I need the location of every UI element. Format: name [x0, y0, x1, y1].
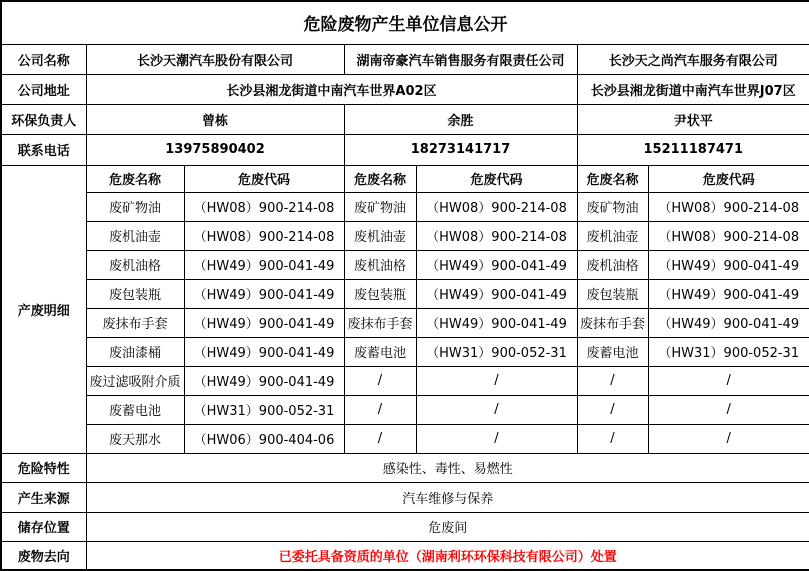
waste-name-header-2: 危废名称	[344, 165, 416, 192]
waste-code-cell: （HW31）900-052-31	[184, 395, 344, 424]
waste-name-cell: 废包装瓶	[86, 279, 184, 308]
waste-name-cell: /	[344, 424, 416, 453]
waste-code-cell: （HW49）900-041-49	[416, 308, 577, 337]
waste-code-cell: /	[648, 424, 809, 453]
waste-code-cell: （HW49）900-041-49	[184, 250, 344, 279]
title-row	[1, 1, 809, 44]
company-name-row	[1, 44, 809, 74]
label-source: 产生来源	[1, 482, 86, 512]
waste-code-cell: （HW08）900-214-08	[648, 221, 809, 250]
waste-row-1	[1, 192, 809, 221]
waste-code-cell: （HW49）900-041-49	[184, 366, 344, 395]
label-hazard-property: 危险特性	[1, 453, 86, 482]
waste-code-cell: （HW49）900-041-49	[184, 279, 344, 308]
company-2-officer: 余胜	[344, 104, 577, 134]
waste-name-cell: 废包装瓶	[344, 279, 416, 308]
company-3-officer: 尹状平	[577, 104, 809, 134]
label-company-address: 公司地址	[1, 74, 86, 104]
company-1-officer: 曾栋	[86, 104, 344, 134]
waste-header-row	[1, 165, 809, 192]
waste-code-cell: （HW08）900-214-08	[184, 221, 344, 250]
destination-row	[1, 541, 809, 570]
waste-code-cell: （HW49）900-041-49	[184, 337, 344, 366]
waste-code-cell: /	[416, 424, 577, 453]
waste-code-cell: /	[648, 395, 809, 424]
destination-value: 已委托具备资质的单位（湖南利环环保科技有限公司）处置	[86, 541, 809, 570]
waste-name-cell: 废抹布手套	[86, 308, 184, 337]
waste-name-header-1: 危废名称	[86, 165, 184, 192]
waste-name-cell: 废机油壶	[344, 221, 416, 250]
waste-code-cell: （HW49）900-041-49	[184, 308, 344, 337]
waste-row-2	[1, 221, 809, 250]
waste-name-cell: 废矿物油	[344, 192, 416, 221]
waste-code-cell: （HW31）900-052-31	[416, 337, 577, 366]
company-3-phone: 15211187471	[577, 134, 809, 165]
waste-code-cell: （HW08）900-214-08	[416, 221, 577, 250]
waste-code-cell: （HW49）900-041-49	[648, 279, 809, 308]
waste-name-cell: 废抹布手套	[577, 308, 648, 337]
waste-row-4	[1, 279, 809, 308]
waste-code-cell: （HW49）900-041-49	[416, 279, 577, 308]
waste-code-cell: /	[416, 395, 577, 424]
waste-name-cell: /	[577, 395, 648, 424]
phone-row	[1, 134, 809, 165]
company-1-name: 长沙天潮汽车股份有限公司	[86, 44, 344, 74]
hazard-property-value: 感染性、毒性、易燃性	[86, 453, 809, 482]
company-2-phone: 18273141717	[344, 134, 577, 165]
hazard-property-row	[1, 453, 809, 482]
company-3-address: 长沙县湘龙街道中南汽车世界J07区	[577, 74, 809, 104]
waste-name-cell: /	[577, 424, 648, 453]
waste-row-3	[1, 250, 809, 279]
label-company-name: 公司名称	[1, 44, 86, 74]
source-row	[1, 482, 809, 512]
waste-row-5	[1, 308, 809, 337]
waste-name-cell: 废天那水	[86, 424, 184, 453]
waste-name-cell: 废矿物油	[86, 192, 184, 221]
waste-code-header-1: 危废代码	[184, 165, 344, 192]
page-title: 危险废物产生单位信息公开	[1, 1, 809, 44]
waste-name-cell: 废蓄电池	[577, 337, 648, 366]
label-storage: 储存位置	[1, 512, 86, 541]
waste-code-cell: （HW31）900-052-31	[648, 337, 809, 366]
waste-name-cell: 废蓄电池	[344, 337, 416, 366]
waste-name-cell: /	[577, 366, 648, 395]
company-1-phone: 13975890402	[86, 134, 344, 165]
label-phone: 联系电话	[1, 134, 86, 165]
waste-code-cell: /	[416, 366, 577, 395]
storage-row	[1, 512, 809, 541]
waste-name-cell: 废机油格	[344, 250, 416, 279]
waste-row-8	[1, 395, 809, 424]
waste-name-cell: 废矿物油	[577, 192, 648, 221]
waste-row-7	[1, 366, 809, 395]
env-officer-row	[1, 104, 809, 134]
waste-code-cell: /	[648, 366, 809, 395]
waste-name-cell: 废油漆桶	[86, 337, 184, 366]
waste-name-header-3: 危废名称	[577, 165, 648, 192]
waste-name-cell: 废机油壶	[86, 221, 184, 250]
label-destination: 废物去向	[1, 541, 86, 570]
company-2-name: 湖南帝豪汽车销售服务有限责任公司	[344, 44, 577, 74]
waste-name-cell: /	[344, 366, 416, 395]
waste-row-6	[1, 337, 809, 366]
waste-code-cell: （HW08）900-214-08	[416, 192, 577, 221]
waste-code-header-3: 危废代码	[648, 165, 809, 192]
waste-name-cell: 废过滤吸附介质	[86, 366, 184, 395]
waste-code-cell: （HW49）900-041-49	[648, 308, 809, 337]
waste-code-cell: （HW49）900-041-49	[648, 250, 809, 279]
company-address-row	[1, 74, 809, 104]
waste-name-cell: 废蓄电池	[86, 395, 184, 424]
waste-name-cell: 废抹布手套	[344, 308, 416, 337]
label-env-officer: 环保负责人	[1, 104, 86, 134]
storage-value: 危废间	[86, 512, 809, 541]
waste-row-9	[1, 424, 809, 453]
company-3-name: 长沙天之尚汽车服务有限公司	[577, 44, 809, 74]
source-value: 汽车维修与保养	[86, 482, 809, 512]
waste-name-cell: 废机油壶	[577, 221, 648, 250]
waste-code-cell: （HW08）900-214-08	[648, 192, 809, 221]
waste-name-cell: 废机油格	[577, 250, 648, 279]
waste-code-cell: （HW49）900-041-49	[416, 250, 577, 279]
label-waste-detail: 产废明细	[1, 165, 86, 453]
company-1-2-address: 长沙县湘龙街道中南汽车世界A02区	[86, 74, 577, 104]
waste-code-cell: （HW06）900-404-06	[184, 424, 344, 453]
waste-code-cell: （HW08）900-214-08	[184, 192, 344, 221]
waste-name-cell: /	[344, 395, 416, 424]
waste-code-header-2: 危废代码	[416, 165, 577, 192]
waste-name-cell: 废包装瓶	[577, 279, 648, 308]
waste-name-cell: 废机油格	[86, 250, 184, 279]
